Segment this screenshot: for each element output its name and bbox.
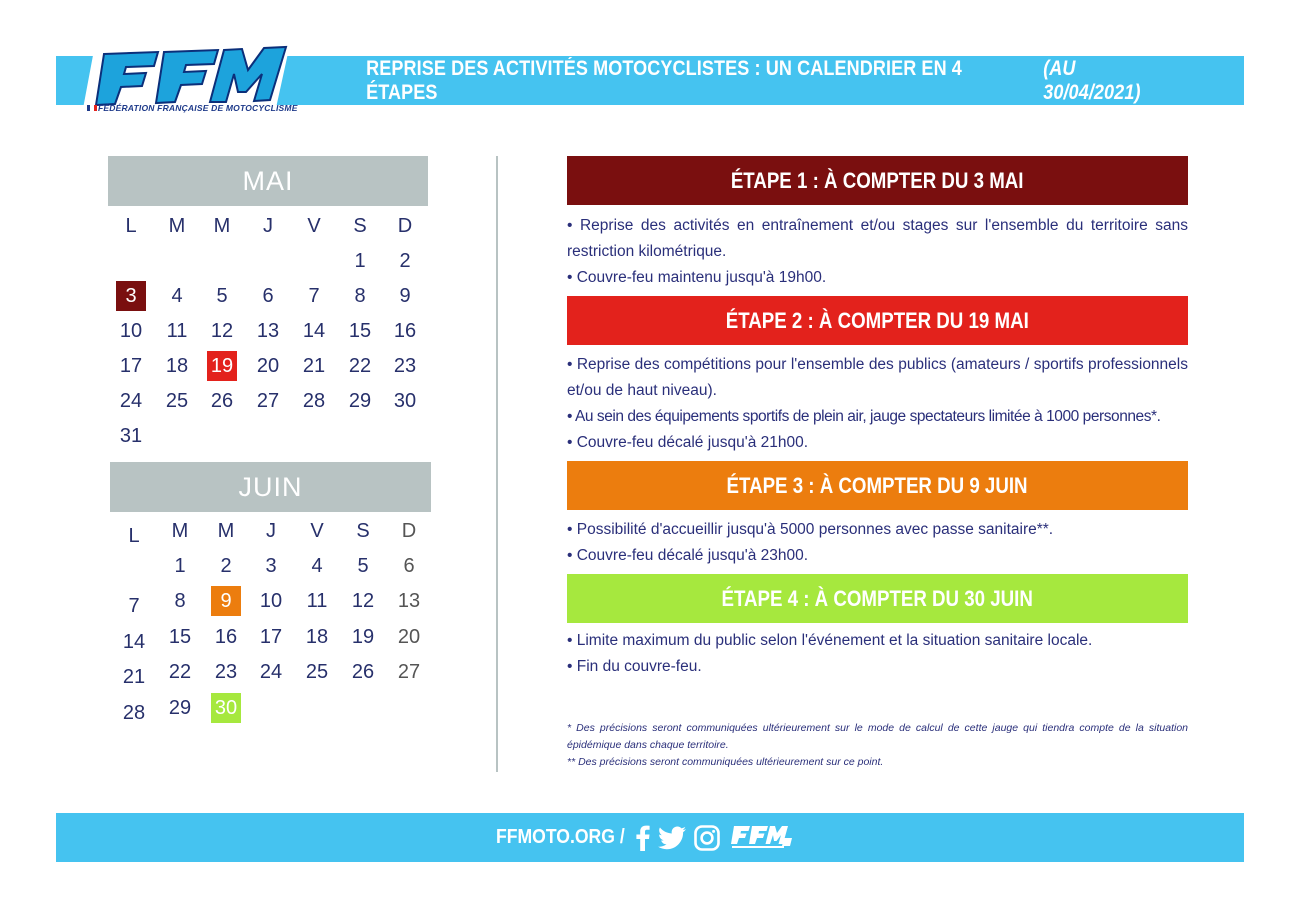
may-weekday-label: M [168,214,186,237]
may-day-cell: 1 [354,249,366,272]
page-title [366,56,1178,105]
step-3-text [567,517,1188,569]
june-day-cell: 18 [305,625,329,648]
june-day-cell: 17 [259,625,283,648]
may-weekday-label: L [125,214,137,237]
footnote-1: * Des précisions seront communiquées ultérieurement sur le mode de calcul de cette jauge qui tiendra compte de la situation épidémique dans chaque territoire. [567,722,1188,751]
june-day-cell: 8 [174,589,186,612]
june-weekday-label: S [356,519,370,542]
step-1-line-2: • Couvre-feu maintenu jusqu'à 19h00. [567,269,827,286]
june-day-cell: 2 [220,554,232,577]
may-day-cell: 5 [216,284,228,307]
june-day-cell: 11 [306,589,328,612]
may-day-cell: 27 [256,389,280,412]
step-3-line-2: • Couvre-feu décalé jusqu'à 23h00. [567,547,809,564]
may-day-cell: 9 [399,284,411,307]
may-day-cell: 17 [119,354,143,377]
june-weekday-label: L [128,524,140,547]
may-weekday-label: M [213,214,231,237]
step-1-line-1: • Reprise des activités en entraînement et/ou stages sur l'ensemble du territoire sans restriction kilométrique. [567,217,1188,260]
may-day-cell: 23 [393,354,417,377]
june-day-cell: 24 [259,660,283,683]
facebook-icon[interactable] [636,825,650,851]
june-day-cell: 22 [168,660,192,683]
june-day-cell: 30 [211,693,241,723]
june-weekday-label: M [171,519,189,542]
june-day-cell: 20 [397,625,421,648]
may-day-cell: 14 [302,319,326,342]
step-4-line-2: • Fin du couvre-feu. [567,658,702,675]
may-day-cell: 19 [207,351,237,381]
may-day-cell: 18 [165,354,189,377]
step-4-title: ÉTAPE 4 : À COMPTER DU 30 JUIN [721,585,1034,611]
may-day-cell: 26 [210,389,234,412]
may-weekday-label: J [263,214,273,237]
step-2-line-1: • Reprise des compétitions pour l'ensemble des publics (amateurs / sportifs professionnels et/ou de haut niveau). [567,356,1188,399]
june-day-cell: 19 [351,625,375,648]
step-2-title: ÉTAPE 2 : À COMPTER DU 19 MAI [725,307,1030,333]
may-weekday-label: S [353,214,367,237]
may-weekday-label: D [397,214,413,237]
may-day-cell: 16 [393,319,417,342]
step-1-header [567,156,1188,205]
may-day-cell: 2 [399,249,411,272]
may-day-cell: 12 [210,319,234,342]
may-day-cell: 24 [119,389,143,412]
june-weekday-label: D [401,519,417,542]
june-day-cell: 14 [122,630,146,653]
june-weekday-label: V [310,519,324,542]
may-day-cell: 4 [171,284,183,307]
june-day-cell: 1 [174,554,186,577]
twitter-icon[interactable] [658,826,686,850]
step-4-header [567,574,1188,623]
page-title-text: REPRISE DES ACTIVITÉS MOTOCYCLISTES : UN CALENDRIER EN 4 ÉTAPES [366,56,962,104]
june-day-cell: 16 [214,625,238,648]
footer-content [496,813,794,862]
june-day-cell: 3 [265,554,277,577]
step-3-title: ÉTAPE 3 : À COMPTER DU 9 JUIN [727,472,1028,498]
step-2-line-3: • Couvre-feu décalé jusqu'à 21h00. [567,434,809,451]
june-day-cell: 7 [128,594,140,617]
may-weekday-label: V [307,214,321,237]
step-4-line-1: • Limite maximum du public selon l'événement et la situation sanitaire locale. [567,632,1093,649]
step-3-line-1: • Possibilité d'accueillir jusqu'à 5000 personnes avec passe sanitaire**. [567,521,1054,538]
step-2-header [567,296,1188,345]
june-weekday-label: J [266,519,276,542]
page-title-date: (AU 30/04/2021) [1043,56,1141,104]
june-day-cell: 13 [397,589,421,612]
june-day-cell: 9 [211,586,241,616]
june-month-header: JUIN [110,462,431,512]
may-day-cell: 30 [393,389,417,412]
step-1-text [567,213,1188,291]
may-day-cell: 3 [116,281,146,311]
may-month-header: MAI [108,156,428,206]
step-2-text [567,352,1188,456]
june-day-cell: 28 [122,701,146,724]
may-day-cell: 22 [348,354,372,377]
may-day-cell: 13 [256,319,280,342]
may-day-cell: 21 [302,354,326,377]
may-day-cell: 11 [166,319,188,342]
june-weekday-label: M [217,519,235,542]
may-day-cell: 7 [308,284,320,307]
may-day-cell: 25 [165,389,189,412]
may-day-cell: 28 [302,389,326,412]
june-day-cell: 29 [168,696,192,719]
vertical-divider [496,156,498,772]
step-2-line-2: • Au sein des équipements sportifs de plein air, jauge spectateurs limitée à 1000 personnes*. [567,408,1161,425]
step-4-text [567,628,1188,680]
june-day-cell: 6 [403,554,415,577]
june-day-cell: 12 [351,589,375,612]
instagram-icon[interactable] [694,825,720,851]
step-1-title: ÉTAPE 1 : À COMPTER DU 3 MAI [731,167,1024,193]
may-day-cell: 31 [119,424,143,447]
ffm-tv-logo-icon[interactable] [728,824,794,852]
may-day-cell: 6 [262,284,274,307]
june-day-cell: 26 [351,660,375,683]
june-day-cell: 10 [259,589,283,612]
may-day-cell: 10 [119,319,143,342]
website-link[interactable]: FFMOTO.ORG / [496,826,625,848]
may-day-cell: 15 [348,319,372,342]
logo-subtitle: FÉDÉRATION FRANÇAISE DE MOTOCYCLISME [98,103,298,113]
may-day-cell: 8 [354,284,366,307]
footnotes [567,720,1188,771]
june-day-cell: 25 [305,660,329,683]
june-day-cell: 5 [357,554,369,577]
may-day-cell: 20 [256,354,280,377]
french-flag-icon [87,105,97,111]
june-day-cell: 27 [397,660,421,683]
step-3-header [567,461,1188,510]
june-day-cell: 15 [168,625,192,648]
june-day-cell: 21 [122,665,146,688]
june-day-cell: 4 [311,554,323,577]
footnote-2: ** Des précisions seront communiquées ultérieurement sur ce point. [567,756,884,768]
may-day-cell: 29 [348,389,372,412]
june-day-cell: 23 [214,660,238,683]
